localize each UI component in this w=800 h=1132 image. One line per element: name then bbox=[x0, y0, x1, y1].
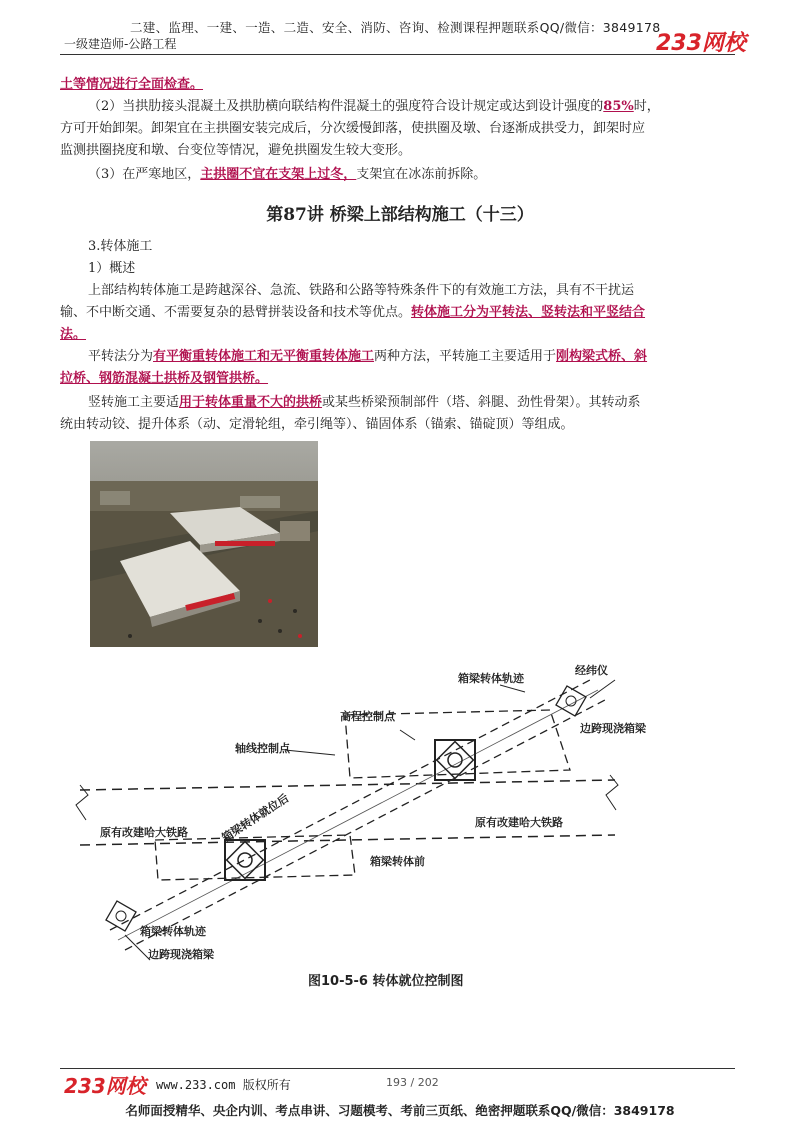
brand-logo: 233网校 bbox=[656, 31, 746, 56]
paragraph-2-line: 监测拱圈挠度和墩、台变位等情况，避免拱圈发生较大变形。 bbox=[60, 143, 412, 158]
vertical-line: 统由转动铰、提升体系（动、定滑轮组，牵引绳等）、锚固体系（锚索、锚碇顶）等组成。 bbox=[60, 417, 574, 432]
paragraph-continuation bbox=[60, 74, 203, 96]
highlight-percent: 85% bbox=[603, 99, 634, 114]
footer-logo: 233网校 bbox=[64, 1074, 146, 1098]
footer-ad-line: 名师面授精华、央企内训、考点串讲、习题模考、考前三页纸、绝密押题联系QQ/微信：3849178 bbox=[125, 1103, 675, 1118]
header-ad-line: 二建、监理、一建、一造、二造、安全、消防、咨询、检测课程押题联系QQ/微信：3849178 bbox=[130, 20, 661, 35]
paragraph-2-line: 方可开始卸架。卸架宜在主拱圈安装完成后，分次缓慢卸落，使拱圈及墩、台逐渐成拱受力，卸架时应 bbox=[60, 121, 646, 136]
section-heading: 3.转体施工 bbox=[88, 239, 153, 254]
rotation-control-diagram bbox=[70, 660, 646, 990]
overview-line: 上部结构转体施工是跨越深谷、急流、铁路和公路等特殊条件下的有效施工方法，具有不干扰运 bbox=[88, 283, 635, 298]
label-after-rotation: 箱梁转体就位后 bbox=[219, 791, 292, 845]
paragraph-2 bbox=[60, 96, 740, 162]
highlight-text: 土等情况进行全面检查。 bbox=[60, 77, 204, 92]
highlight-text: 拉桥、钢筋混凝土拱桥及钢管拱桥。 bbox=[60, 371, 269, 386]
label-track-top: 箱梁转体轨迹 bbox=[458, 672, 524, 685]
paragraph-overview bbox=[60, 280, 740, 346]
paragraph-3-text: （3）在严寒地区， bbox=[88, 167, 201, 182]
label-track-bottom: 箱梁转体轨迹 bbox=[140, 925, 206, 938]
label-railway-left: 原有改建哈大铁路 bbox=[100, 826, 188, 839]
label-before-rotation: 箱梁转体前 bbox=[370, 855, 425, 868]
highlight-text: 法。 bbox=[60, 327, 87, 342]
label-theodolite: 经纬仪 bbox=[575, 664, 608, 677]
label-railway-right: 原有改建哈大铁路 bbox=[475, 816, 563, 829]
diagram-drawing bbox=[70, 660, 646, 990]
paragraph-3-text: 支架宜在冰冻前拆除。 bbox=[356, 167, 487, 182]
vertical-text: 竖转施工主要适 bbox=[88, 395, 180, 410]
bridge-rotation-photo bbox=[90, 441, 318, 647]
header-subtitle: 一级建造师-公路工程 bbox=[64, 37, 177, 51]
paragraph-2-text: （2）当拱肋接头混凝土及拱肋横向联结构件混凝土的强度符合设计规定或达到设计强度的 bbox=[88, 99, 604, 114]
highlight-text: 有平衡重转体施工和无平衡重转体施工 bbox=[153, 349, 375, 364]
horizontal-text: 平转法分为 bbox=[88, 349, 154, 364]
footer-site[interactable]: www.233.com 版权所有 bbox=[156, 1078, 291, 1092]
paragraph-vertical bbox=[60, 392, 740, 436]
vertical-text: 或某些桥梁预制部件（塔、斜腿、劲性骨架）。其转动系 bbox=[322, 395, 641, 410]
highlight-text: 转体施工分为平转法、竖转法和平竖结合 bbox=[411, 305, 646, 320]
bridge-photo-illustration bbox=[90, 441, 318, 647]
figure-caption: 图10-5-6 转体就位控制图 bbox=[308, 974, 464, 989]
lecture-title: 第87讲 桥梁上部结构施工（十三） bbox=[266, 205, 534, 225]
subsection-heading: 1）概述 bbox=[88, 261, 136, 276]
header-divider bbox=[60, 54, 735, 55]
label-axis-point: 轴线控制点 bbox=[235, 742, 290, 755]
label-elevation-point: 高程控制点 bbox=[340, 710, 395, 723]
page-number: 193 / 202 bbox=[386, 1076, 439, 1089]
footer-divider bbox=[60, 1068, 735, 1069]
paragraph-horizontal bbox=[60, 346, 740, 390]
highlight-text: 刚构梁式桥、斜 bbox=[556, 349, 648, 364]
horizontal-text: 两种方法，平转施工主要适用于 bbox=[374, 349, 557, 364]
paragraph-2-text: 时， bbox=[633, 99, 660, 114]
label-side-span-bottom: 边跨现浇箱梁 bbox=[148, 948, 214, 961]
highlight-text: 用于转体重量不大的拱桥 bbox=[179, 395, 323, 410]
overview-text: 输、不中断交通、不需要复杂的悬臂拼装设备和技术等优点。 bbox=[60, 305, 412, 320]
label-side-span-top: 边跨现浇箱梁 bbox=[580, 722, 646, 735]
paragraph-3 bbox=[88, 164, 486, 186]
highlight-text: 主拱圈不宜在支架上过冬， bbox=[200, 167, 357, 182]
